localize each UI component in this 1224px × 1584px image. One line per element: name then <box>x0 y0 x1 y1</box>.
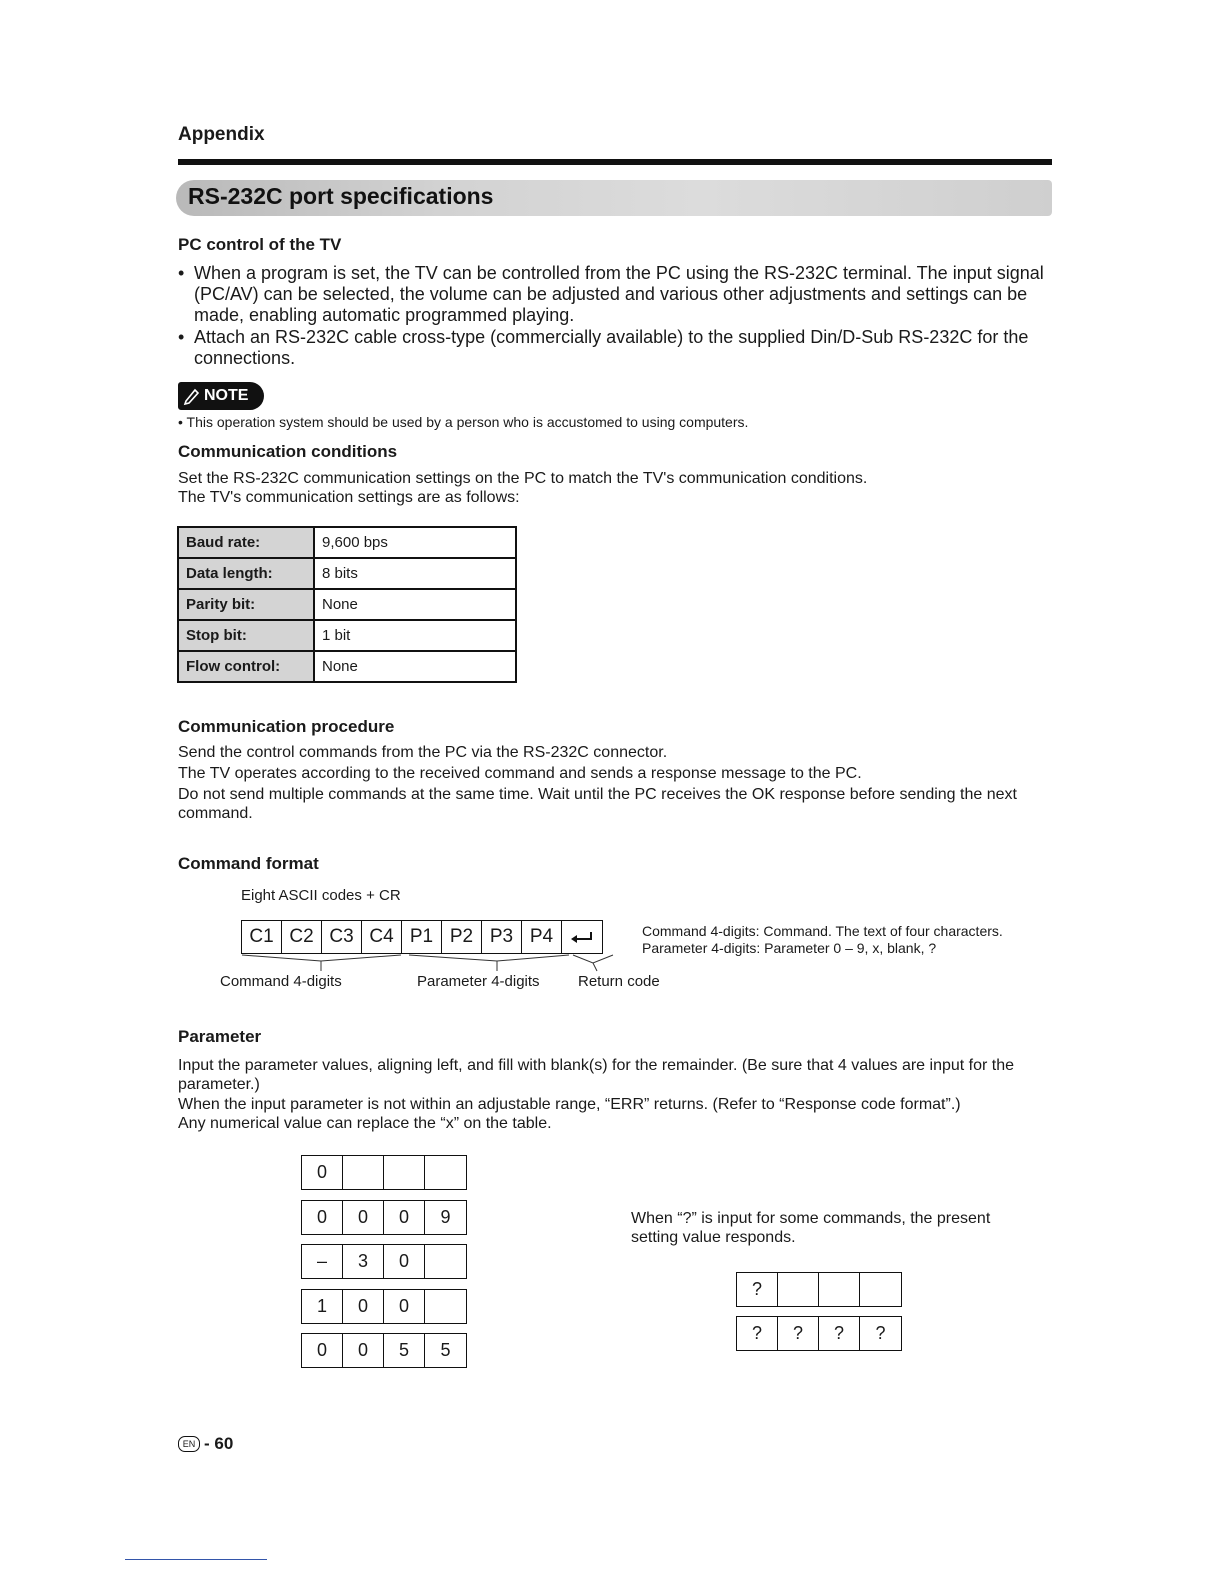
param-cell: 9 <box>440 1207 451 1227</box>
parameter-line2: When the input parameter is not within an adjustable range, “ERR” returns. (Refer to “Response code format”.) <box>178 1096 961 1113</box>
parameter-example <box>301 1333 467 1368</box>
cond-value: 8 bits <box>314 558 516 589</box>
param-cell: ? <box>875 1323 886 1343</box>
parameter-cell: P3 <box>482 921 522 953</box>
param-cell: 0 <box>343 1290 384 1323</box>
param-cell <box>425 1245 466 1278</box>
comm-conditions-line2: The TV's communication settings are as follows: <box>178 489 520 506</box>
parameter-cell: P2 <box>442 921 482 953</box>
pc-control-list <box>178 263 1050 370</box>
table-row <box>178 527 516 558</box>
language-badge: EN <box>178 1436 200 1452</box>
param-cell: ? <box>737 1273 778 1306</box>
command-cell: C2 <box>282 921 322 953</box>
param-cell <box>860 1273 901 1306</box>
query-example <box>736 1272 902 1307</box>
note-badge <box>178 382 264 410</box>
comm-conditions-heading: Communication conditions <box>178 442 398 461</box>
parameter-desc-line: Parameter 4-digits: Parameter 0 – 9, x, blank, ? <box>642 940 937 956</box>
page-title: RS-232C port specifications <box>188 183 494 209</box>
parameter-cell: P4 <box>522 921 562 953</box>
param-cell: 5 <box>384 1334 425 1367</box>
command-cell: C3 <box>322 921 362 953</box>
param-cell: – <box>302 1245 343 1278</box>
param-cell: 0 <box>384 1245 425 1278</box>
command-digits-label: Command 4-digits <box>220 973 342 990</box>
cond-key: Parity bit: <box>178 589 314 620</box>
section-label: Appendix <box>178 124 265 145</box>
param-cell: 1 <box>302 1290 343 1323</box>
param-cell: 0 <box>302 1156 343 1189</box>
param-cell: 0 <box>343 1334 384 1367</box>
cond-value: None <box>314 589 516 620</box>
return-code-label: Return code <box>578 973 660 990</box>
command-bracket <box>242 955 401 971</box>
page-number-text: - 60 <box>204 1434 234 1453</box>
parameter-line1: Input the parameter values, aligning left, and fill with blank(s) for the remainder. (Be sure that 4 values are input for the parameter.) <box>178 1057 1015 1093</box>
param-cell: 3 <box>343 1245 384 1278</box>
top-rule <box>178 159 1052 165</box>
note-body: This operation system should be used by a person who is accustomed to using computers. <box>186 414 749 430</box>
comm-procedure-heading: Communication procedure <box>178 717 395 736</box>
page-number <box>178 1434 233 1454</box>
parameter-heading: Parameter <box>178 1027 262 1046</box>
param-cell: ? <box>819 1317 860 1350</box>
cond-key: Data length: <box>178 558 314 589</box>
parameter-example <box>301 1200 467 1235</box>
param-cell: ? <box>778 1317 819 1350</box>
param-cell <box>819 1273 860 1306</box>
table-row <box>178 651 516 682</box>
query-example <box>736 1316 902 1351</box>
conditions-table <box>177 526 517 683</box>
note-text: • This operation system should be used by a person who is accustomed to using computers. <box>178 414 749 430</box>
table-row <box>178 620 516 651</box>
param-cell <box>343 1156 384 1189</box>
comm-procedure-line3: Do not send multiple commands at the same time. Wait until the PC receives the OK response before sending the next command. <box>178 786 1017 822</box>
cond-key: Baud rate: <box>178 527 314 558</box>
comm-procedure-line1: Send the control commands from the PC via the RS-232C connector. <box>178 744 668 761</box>
cond-value: 1 bit <box>314 620 516 651</box>
param-cell: 0 <box>302 1334 343 1367</box>
cond-key: Stop bit: <box>178 620 314 651</box>
table-row <box>178 589 516 620</box>
table-row <box>178 558 516 589</box>
pc-control-heading: PC control of the TV <box>178 235 342 254</box>
return-cell <box>562 921 602 953</box>
command-brackets <box>241 953 621 973</box>
pencil-icon <box>182 386 202 406</box>
param-cell: 0 <box>384 1290 425 1323</box>
param-cell <box>778 1273 819 1306</box>
command-cells <box>241 920 603 954</box>
cond-key: Flow control: <box>178 651 314 682</box>
param-cell: ? <box>737 1317 778 1350</box>
param-cell: 5 <box>440 1340 451 1360</box>
cond-value: None <box>314 651 516 682</box>
comm-conditions-line1: Set the RS-232C communication settings on the PC to match the TV's communication conditions. <box>178 470 868 487</box>
param-cell <box>425 1156 466 1189</box>
parameter-bracket <box>409 955 569 971</box>
list-item: • Attach an RS-232C cable cross-type (commercially available) to the supplied Din/D-Sub RS-232C for the connections. <box>178 327 1050 369</box>
command-cell: C4 <box>362 921 402 953</box>
param-cell <box>384 1156 425 1189</box>
query-explanation: When “?” is input for some commands, the present setting value responds. <box>631 1210 991 1246</box>
command-format-description <box>642 923 1003 957</box>
cond-value: 9,600 bps <box>314 527 516 558</box>
command-desc-line: Command 4-digits: Command. The text of four characters. <box>642 923 1003 939</box>
return-arrow-icon <box>569 930 595 944</box>
parameter-line3: Any numerical value can replace the “x” on the table. <box>178 1115 552 1132</box>
parameter-example <box>301 1244 467 1279</box>
command-format-heading: Command format <box>178 854 319 873</box>
param-cell: 0 <box>343 1201 384 1234</box>
parameter-cell: P1 <box>402 921 442 953</box>
param-cell: 0 <box>302 1201 343 1234</box>
command-format-caption: Eight ASCII codes + CR <box>241 887 401 904</box>
parameter-digits-label: Parameter 4-digits <box>417 973 540 990</box>
command-cell: C1 <box>242 921 282 953</box>
parameter-example <box>301 1289 467 1324</box>
param-cell <box>425 1290 466 1323</box>
parameter-example <box>301 1155 467 1190</box>
param-cell: 0 <box>384 1201 425 1234</box>
list-item: • When a program is set, the TV can be controlled from the PC using the RS-232C terminal. The input signal (PC/AV) can be selected, the volume can be adjusted and various other adjustments and settings can be made, enabling automatic programmed playing. <box>178 263 1050 326</box>
return-bracket <box>573 955 613 971</box>
comm-procedure-line2: The TV operates according to the received command and sends a response message to the PC. <box>178 765 862 782</box>
footer-divider <box>125 1559 267 1560</box>
note-label: NOTE <box>204 387 249 404</box>
